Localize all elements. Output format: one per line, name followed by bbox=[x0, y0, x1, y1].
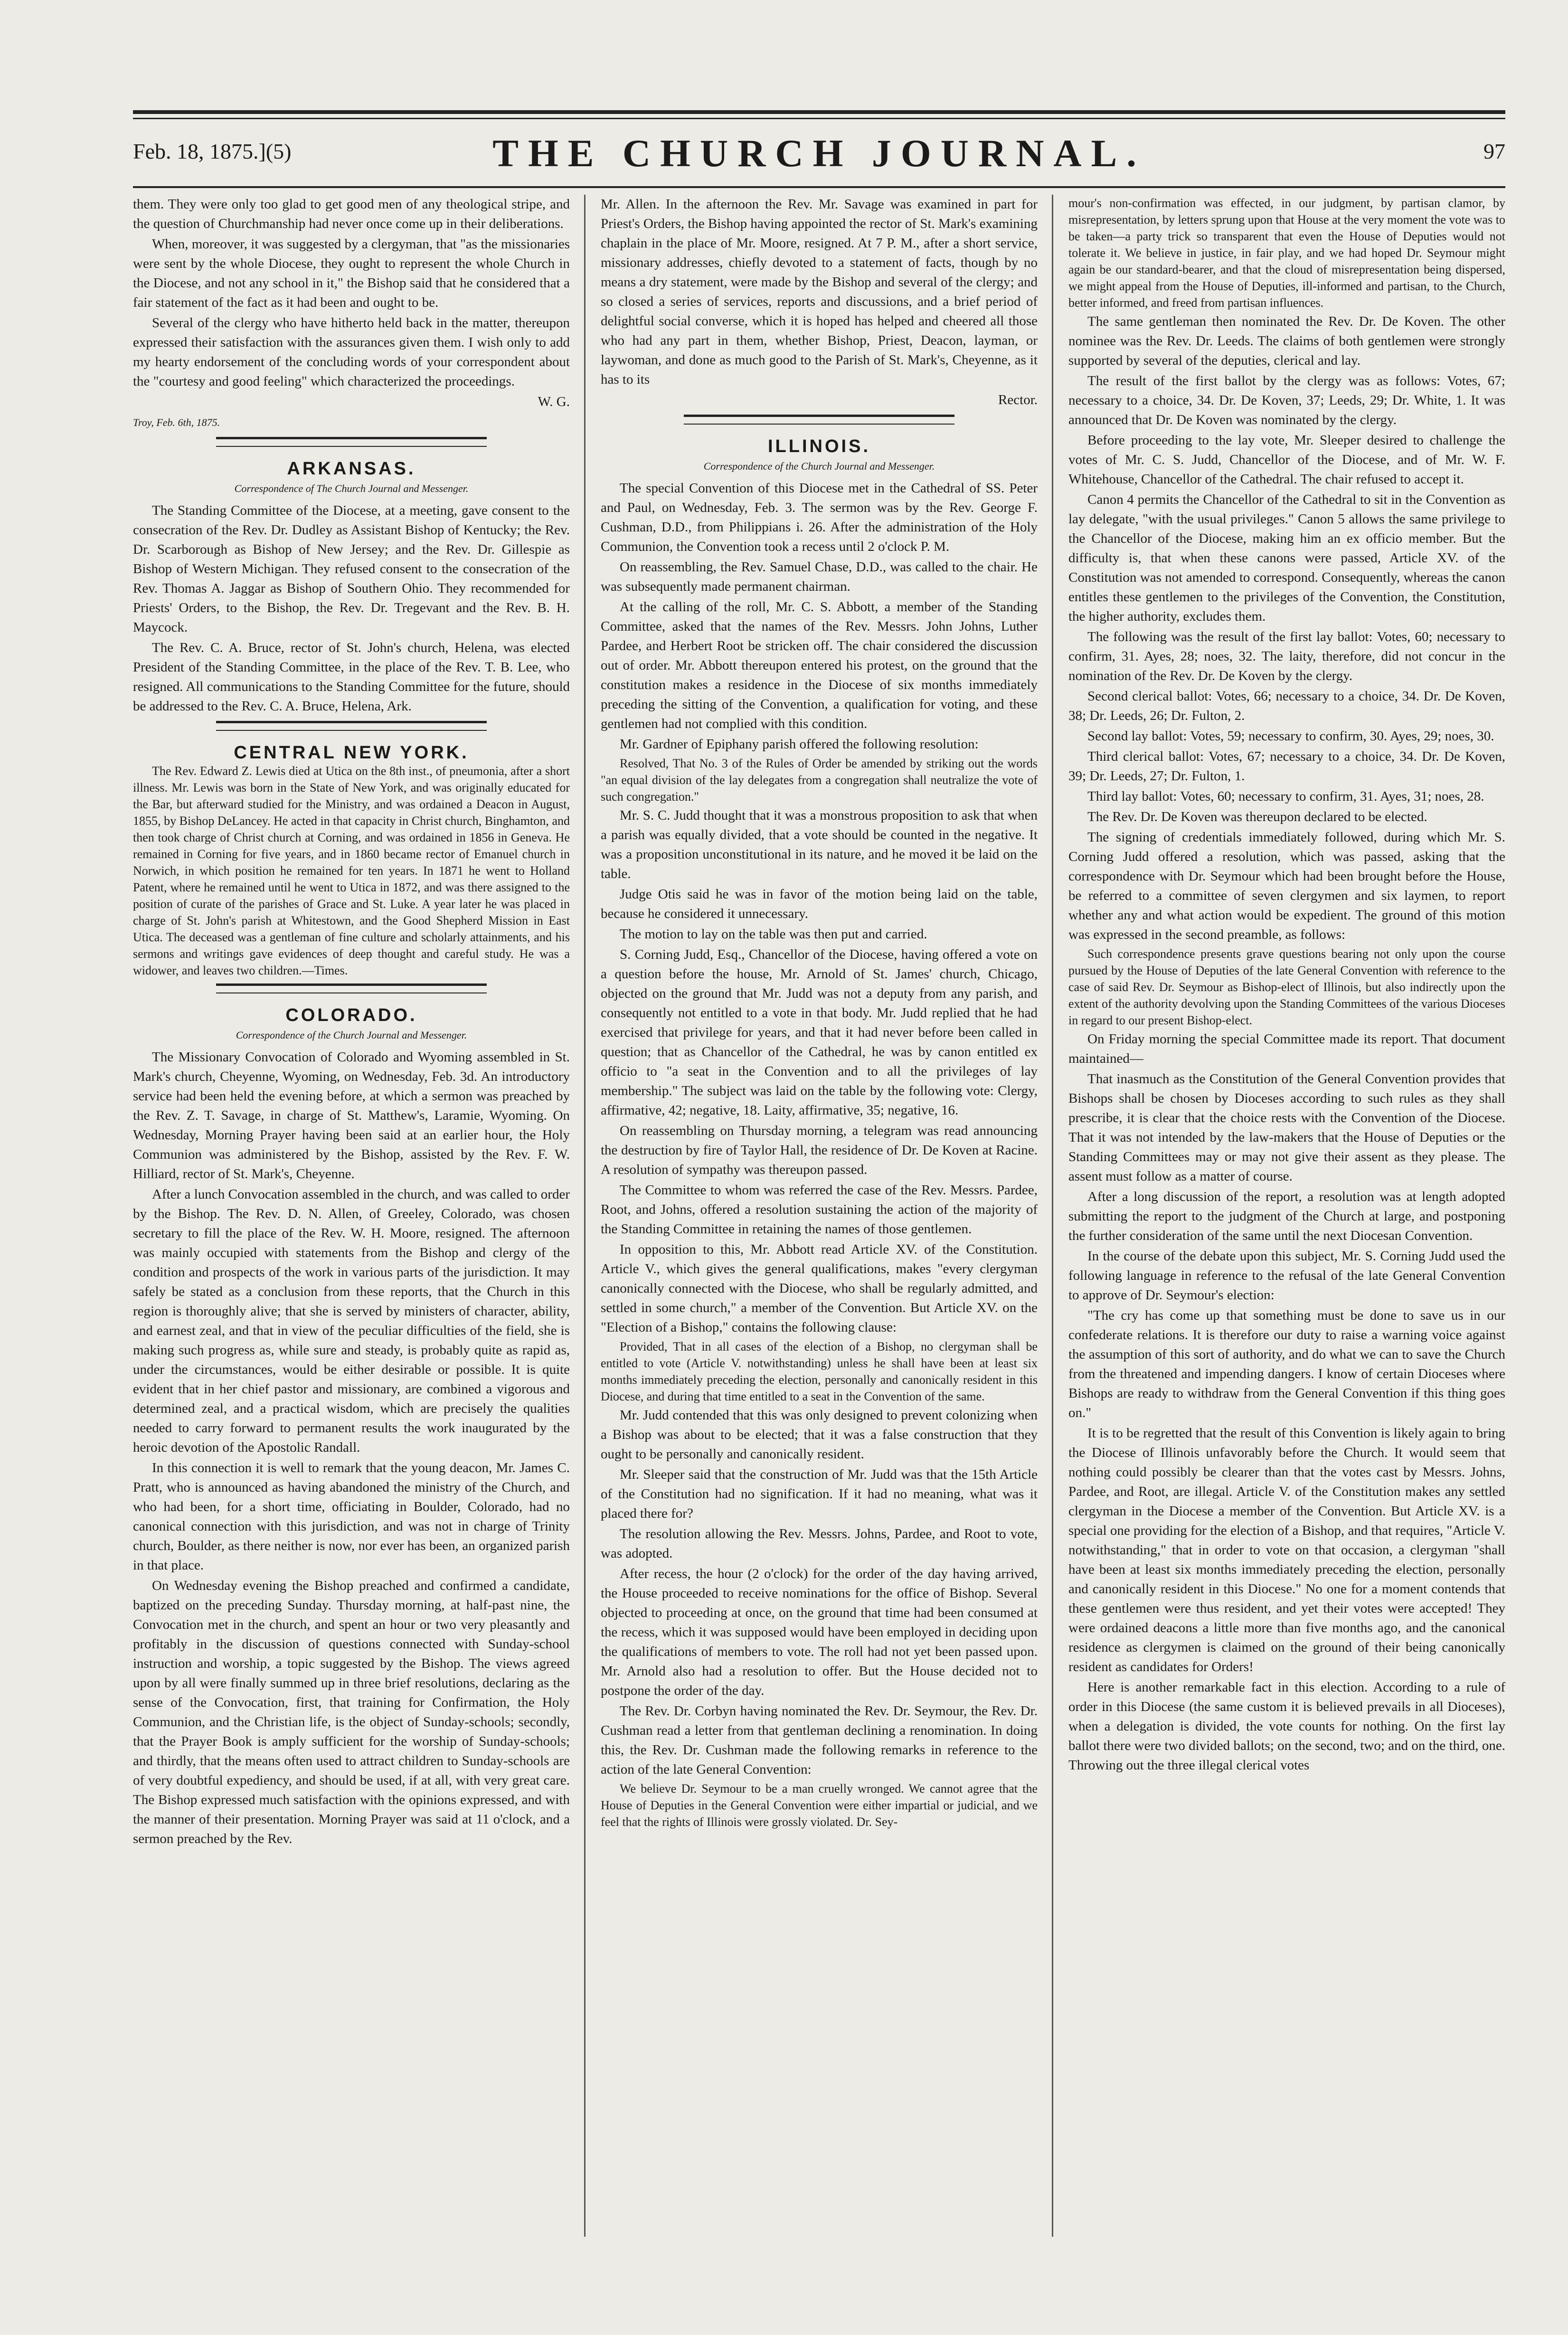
masthead-bottom-rule bbox=[133, 186, 1505, 188]
correspondence-credit: Correspondence of The Church Journal and Messenger. bbox=[234, 482, 469, 494]
paragraph: In opposition to this, Mr. Abbott read Article XV. of the Constitution. Article V., which gives the general qualifications, makes "every clergyman canonically connected with the Diocese, who shall be regularly admitted, and settled in some church," a member of the Convention. But Article XV. on the "Election of a Bishop," contains the following clause: bbox=[601, 1242, 1038, 1335]
paragraph: On reassembling on Thursday morning, a telegram was read announcing the destruction by fire of Taylor Hall, the residence of Dr. De Koven at Racine. A resolution of sympathy was thereupon passed. bbox=[601, 1123, 1038, 1177]
quoted-clause: Provided, That in all cases of the election of a Bishop, no clergyman shall be entitled to vote (Article V. notwithstanding) unless he shall have been at least six months immediately preceding the election, personally and canonically resident in this Diocese, and during that time entitled to a seat in the Convention of the same. bbox=[601, 1340, 1038, 1403]
paragraph: That inasmuch as the Constitution of the General Convention provides that Bishops shall be chosen by Dioceses according to such rules as they shall prescribe, it is clear that the choice rests with the Convention of the Diocese. That it was not intended by the law-makers that the House of Deputies or the Standing Committees may or may not give their assent as they please. The assent must follow as a matter of course. bbox=[1068, 1071, 1505, 1184]
paragraph: On Wednesday evening the Bishop preached and confirmed a candidate, baptized on the preceding Sunday. Thursday morning, at half-past nine, the Convocation met in the church, and spent an hour or two very pleasantly and profitably in the discussion of questions connected with Sunday-school instruction and worship, a topic suggested by the Bishop. The views agreed upon by all were finally summed up in three brief resolutions, declaring as the sense of the Convocation, first, that training for Confirmation, the Holy Communion, and the Christian life, is the object of Sunday-schools; secondly, that the Prayer Book is amply sufficient for the worship of Sunday-schools; and thirdly, that the means often used to attract children to Sunday-schools are of very doubtful expediency, and should be used, if at all, with very great care. The Bishop expressed much satisfaction with the opinions expressed, and with the manner of their presentation. Morning Prayer was said at 11 o'clock, and a sermon preached by the Rev. bbox=[133, 1578, 570, 1846]
paragraph: The Missionary Convocation of Colorado and Wyoming assembled in St. Mark's church, Cheyenne, Wyoming, on Wednesday, Feb. 3d. An introductory service had been held the evening before, at which a sermon was preached by the Rev. Z. T. Savage, in charge of St. Matthew's, Laramie, Wyoming. On Wednesday, Morning Prayer having been said at an earlier hour, the Holy Communion was administered by the Bishop, assisted by the Rev. F. W. Hilliard, rector of St. Mark's, Cheyenne. bbox=[133, 1049, 570, 1182]
paragraph: The Rev. Edward Z. Lewis died at Utica on the 8th inst., of pneumonia, after a short illness. Mr. Lewis was born in the State of New York, and was originally educated for the Bar, but afterward studied for the Ministry, and was ordained a Deacon in August, 1855, by Bishop DeLancey. He acted in that capacity in Christ church, Binghamton, and then took charge of Christ church at Corning, and was ordained in 1856 in Geneva. He remained in Corning for five years, and in 1860 became rector of Emanuel church in Norwich, in which position he remained for ten years. In 1871 he went to Holland Patent, where he remained until he went to Utica in 1872, and was there assigned to the position of curate of the parishes of Grace and St. Luke. A year later he was placed in charge of St. John's parish at Whitestown, and the Good Shepherd Mission in East Utica. The deceased was a gentleman of fine culture and scholarly attainments, and his sermons and writings gave evidences of deep thought and careful study. He was a widower, and leaves two children.—Times. bbox=[133, 764, 570, 977]
section-heading-colorado: COLORADO. bbox=[285, 1005, 417, 1025]
correspondence-credit: Correspondence of the Church Journal and Messenger. bbox=[703, 460, 935, 472]
correspondence-credit: Correspondence of the Church Journal and Messenger. bbox=[236, 1029, 467, 1041]
paragraph: The result of the first ballot by the clergy was as follows: Votes, 67; necessary to a choice, 34. Dr. De Koven, 37; Leeds, 29; Dr. White, 1. It was announced that Dr. De Koven was nominated by the clergy. bbox=[1068, 373, 1505, 427]
paragraph: Third clerical ballot: Votes, 67; necessary to a choice, 34. Dr. De Koven, 39; Dr. Leeds, 27; Dr. Fulton, 1. bbox=[1068, 749, 1505, 784]
paragraph: The Committee to whom was referred the case of the Rev. Messrs. Pardee, Root, and Johns, offered a resolution sustaining the action of the majority of the Standing Committee in retaining the names of those gentlemen. bbox=[601, 1182, 1038, 1237]
paragraph: S. Corning Judd, Esq., Chancellor of the Diocese, having offered a vote on a question before the house, Mr. Arnold of St. James' church, Chicago, objected on the ground that Mr. Judd was not a deputy from any parish, and consequently not entitled to a vote in that body. Mr. Judd replied that he had exercised that privilege for years, and that it had never before been called in question; that as Chancellor of the Cathedral, he was by canon entitled ex officio to "a seat in the Convention and to all the privileges of lay membership." The subject was laid on the table by the following vote: Clergy, affirmative, 42; negative, 18. Laity, affirmative, 35; negative, 16. bbox=[601, 947, 1038, 1118]
page-number: 97 bbox=[1483, 139, 1505, 163]
paragraph: Here is another remarkable fact in this election. According to a rule of order in this Diocese (the same custom it is believed prevails in all Dioceses), when a delegation is divided, the vote counts for nothing. On the first lay ballot there were two divided ballots; on the second, two; and on the third, one. Throwing out the three illegal clerical votes bbox=[1068, 1680, 1505, 1773]
paragraph: The Rev. Dr. Corbyn having nominated the Rev. Dr. Seymour, the Rev. Dr. Cushman read a letter from that gentleman declining a renomination. In doing this, the Rev. Dr. Cushman made the following remarks in reference to the action of the late General Convention: bbox=[601, 1703, 1038, 1777]
quoted-preamble: Such correspondence presents grave questions bearing not only upon the course pursued by the House of Deputies of the late General Convention with reference to the case of said Rev. Dr. Seymour as Bishop-elect of Illinois, but also indirectly upon the extent of the authority devolving upon the Standing Committees of the various Dioceses in regard to our present Bishop-elect. bbox=[1068, 947, 1505, 1027]
column-1 bbox=[133, 195, 570, 2237]
paragraph: Mr. S. C. Judd thought that it was a monstrous proposition to ask that when a parish was equally divided, that a vote should be counted in the negative. It was a proposition unconstitutional in its nature, and he moved it be laid on the table. bbox=[601, 808, 1038, 881]
paragraph: It is to be regretted that the result of this Convention is likely again to bring the Diocese of Illinois unfavorably before the Church. It would seem that nothing could possibly be clearer than that the votes cast by Messrs. Johns, Pardee, and Root, are illegal. Article V. of the Constitution makes any settled clergyman in the Diocese a member of the Convention. But Article XV. is a special one providing for the election of a Bishop, and that requires, "Article V. notwithstanding," that in order to vote on that occasion, a clergyman "shall have been at least six months immediately preceding the election, personally and canonically resident in this Diocese." No one for a moment contends that these gentlemen were thus resident, and yet their votes were accepted! They were ordained deacons a little more than five months ago, and the canonical residence as clergymen is claimed on the ground of their being canonically resident as candidates for Orders! bbox=[1068, 1426, 1505, 1674]
column-3 bbox=[1068, 195, 1505, 2237]
dateline: Troy, Feb. 6th, 1875. bbox=[133, 416, 220, 428]
paragraph: Several of the clergy who have hitherto held back in the matter, thereupon expressed their satisfaction with the assurances given them. I wish only to add my hearty endorsement of the concluding words of your correspondent about the "courtesy and good feeling" which characterized the proceedings. bbox=[133, 315, 570, 389]
paragraph: The signing of credentials immediately followed, during which Mr. S. Corning Judd offered a resolution, which was passed, asking that the correspondence with Dr. Seymour which had been brought before the House, be referred to a committee of seven clergymen and six laymen, to report whether any and what action would be expedient. The ground of this motion was expressed in the second preamble, as follows: bbox=[1068, 830, 1505, 942]
paragraph: When, moreover, it was suggested by a clergyman, that "as the missionaries were sent by the whole Diocese, they ought to represent the whole Church in the Diocese, and not any school in it," the Bishop said that he considered that a fair statement of the fact as it had been and ought to be. bbox=[133, 236, 570, 310]
paragraph: In this connection it is well to remark that the young deacon, Mr. James C. Pratt, who is announced as having abandoned the ministry of the Church, and who had been, for a short time, officiating in Boulder, Colorado, had no canonical connection with this jurisdiction, and was not in charge of Trinity church, Boulder, as there neither is now, nor ever has been, an organized parish in that place. bbox=[133, 1460, 570, 1573]
paragraph: Mr. Sleeper said that the construction of Mr. Judd was that the 15th Article of the Constitution had no signification. If it had no meaning, what was it placed there for? bbox=[601, 1467, 1038, 1521]
section-heading-central-new-york: CENTRAL NEW YORK. bbox=[234, 743, 469, 763]
paragraph: The same gentleman then nominated the Rev. Dr. De Koven. The other nominee was the Rev. Dr. Leeds. The claims of both gentlemen were strongly supported by several of the deputies, clerical and lay. bbox=[1068, 314, 1505, 368]
paragraph: Second lay ballot: Votes, 59; necessary to confirm, 30. Ayes, 29; noes, 30. bbox=[1087, 728, 1494, 744]
column-2 bbox=[601, 195, 1038, 2237]
masthead bbox=[133, 128, 1505, 180]
section-heading-arkansas: ARKANSAS. bbox=[287, 459, 416, 479]
signature: Rector. bbox=[998, 392, 1038, 407]
paragraph: After a lunch Convocation assembled in the church, and was called to order by the Bishop. The Rev. D. N. Allen, of Greeley, Colorado, was chosen secretary to fill the place of the Rev. W. H. Moore, resigned. The afternoon was mainly occupied with statements from the Bishop and clergy of the condition and prospects of the work in various parts of the jurisdiction. It may safely be stated as a conclusion from these reports, that the Church in this region is thoroughly alive; that she is served by ministers of character, ability, and earnest zeal, and that in view of the peculiar difficulties of the field, she is making such progress as, while sure and steady, is probably quite as rapid as, under the circumstances, would be either desirable or possible. It is quite evident that in her chief pastor and missionary, are combined a vigorous and determined zeal, and a practical wisdom, which are precisely the qualities needed to carry forward to permanent results the work inaugurated by the heroic devotion of the Apostolic Randall. bbox=[133, 1187, 570, 1455]
paragraph: Mr. Allen. In the afternoon the Rev. Mr. Savage was examined in part for Priest's Orders, the Bishop having appointed the rector of St. Mark's examining chaplain in the place of Mr. Moore, resigned. At 7 P. M., after a short service, missionary addresses, chiefly devoted to a statement of facts, though by no means a dry statement, were made by the Bishop and several of the clergy; and so closed a series of services, reports and discussions, and a brief period of delightful social converse, which it is hoped has helped and cheered all those who had any part in them, whether Bishop, Priest, Deacon, layman, or laywoman, and done as much good to the Parish of St. Mark's, Cheyenne, as it has to its bbox=[601, 197, 1038, 387]
quoted-remarks-continued: mour's non-confirmation was effected, in our judgment, by partisan clamor, by misrepresentation, by letters sprung upon that House at the very moment the vote was to be taken—a party trick so transparent that even the House of Deputies would not tolerate it. We believe in justice, in fair play, and we had hoped Dr. Seymour might again be our standard-bearer, and that the cloud of misrepresentation being dispersed, we might appeal from the House of Deputies, ill-informed and partisan, to the Church, better informed, and freed from partisan influences. bbox=[1068, 196, 1505, 310]
paragraph: "The cry has come up that something must be done to save us in our confederate relations. It is therefore our duty to raise a warning voice against the assumption of this sort of authority, and do what we can to save the Church from the threatened and impending dangers. I know of certain Dioceses where Bishops are ready to withdraw from the General Convention if this thing goes on." bbox=[1068, 1308, 1505, 1420]
paragraph: The Rev. Dr. De Koven was thereupon declared to be elected. bbox=[1087, 809, 1427, 824]
section-divider bbox=[216, 437, 487, 447]
paragraph: Mr. Judd contended that this was only designed to prevent colonizing when a Bishop was about to be elected; that it was a false construction that they ought to be personally and canonically resident. bbox=[601, 1408, 1038, 1462]
paragraph: The following was the result of the first lay ballot: Votes, 60; necessary to confirm, 31. Ayes, 28; noes, 32. The laity, therefore, did not concur in the nomination of the Rev. Dr. De Koven by the clergy. bbox=[1068, 629, 1505, 683]
paragraph: After a long discussion of the report, a resolution was at length adopted submitting the report to the judgment of the Church at large, and postponing the further consideration of the same until the next Diocesan Convention. bbox=[1068, 1189, 1505, 1243]
quoted-remarks: We believe Dr. Seymour to be a man cruelly wronged. We cannot agree that the House of Deputies in the General Convention were either impartial or judicial, and we feel that the rights of Illinois were grossly violated. Dr. Sey- bbox=[601, 1782, 1038, 1829]
paragraph: In the course of the debate upon this subject, Mr. S. Corning Judd used the following language in reference to the refusal of the late General Convention to approve of Dr. Seymour's election: bbox=[1068, 1248, 1505, 1303]
paragraph: The special Convention of this Diocese met in the Cathedral of SS. Peter and Paul, on Wednesday, Feb. 3. The sermon was by the Rev. George F. Cushman, D.D., from Philippians i. 26. After the administration of the Holy Communion, the Convention took a recess until 2 o'clock P. M. bbox=[601, 481, 1038, 554]
paragraph: On Friday morning the special Committee made its report. That document maintained— bbox=[1068, 1031, 1505, 1066]
paragraph: On reassembling, the Rev. Samuel Chase, D.D., was called to the chair. He was subsequently made permanent chairman. bbox=[601, 559, 1038, 594]
signature-initials: W. G. bbox=[538, 394, 570, 409]
paragraph: The resolution allowing the Rev. Messrs. Johns, Pardee, and Root to vote, was adopted. bbox=[601, 1526, 1038, 1561]
paragraph: Before proceeding to the lay vote, Mr. Sleeper desired to challenge the votes of Mr. C. S. Judd, Chancellor of the Diocese, and of Mr. W. F. Whitehouse, Chancellor of the Cathedral. The chair refused to accept it. bbox=[1068, 433, 1505, 487]
column-separator bbox=[1052, 195, 1053, 2237]
paragraph: Third lay ballot: Votes, 60; necessary to confirm, 31. Ayes, 31; noes, 28. bbox=[1087, 789, 1484, 804]
paragraph: The motion to lay on the table was then put and carried. bbox=[620, 926, 927, 942]
masthead-top-rule bbox=[133, 110, 1505, 114]
paragraph: The Standing Committee of the Diocese, at a meeting, gave consent to the consecration of the Rev. Dr. Dudley as Assistant Bishop of Kentucky; the Rev. Dr. Scarborough as Bishop of New Jersey; and the Rev. Dr. Gillespie as Bishop of Western Michigan. They refused consent to the consecration of the Rev. Thomas A. Jaggar as Bishop of Southern Ohio. They recommended for Priests' Orders, to the Bishop, the Rev. Dr. Tregevant and the Rev. B. H. Maycock. bbox=[133, 503, 570, 635]
section-divider bbox=[216, 983, 487, 993]
paragraph: The Rev. C. A. Bruce, rector of St. John's church, Helena, was elected President of the Standing Committee, in the place of the Rev. T. B. Lee, who resigned. All communications to the Standing Committee for the future, should be addressed to the Rev. C. A. Bruce, Helena, Ark. bbox=[133, 640, 570, 714]
paragraph: Canon 4 permits the Chancellor of the Cathedral to sit in the Convention as lay delegate, "with the usual privileges." Canon 5 allows the same privilege to the Chancellor of the Diocese, making him an ex officio member. But the difficulty is, that when these canons were passed, Article XV. of the Constitution was not amended to correspond. Consequently, whereas the canon entitles these gentlemen to the privileges of the Convention, the Constitution, the higher authority, excludes them. bbox=[1068, 492, 1505, 624]
masthead-top-rule-thin bbox=[133, 118, 1505, 119]
column-separator bbox=[584, 195, 586, 2237]
paragraph: Judge Otis said he was in favor of the motion being laid on the table, because he considered it unnecessary. bbox=[601, 887, 1038, 921]
paragraph: At the calling of the roll, Mr. C. S. Abbott, a member of the Standing Committee, asked that the names of the Rev. Messrs. John Johns, Luther Pardee, and Herbert Root be stricken off. The chair considered the discussion out of order. Mr. Abbott thereupon entered his protest, on the ground that the constitution makes a residence in the Diocese of six months immediately preceding the sitting of the Convention, a qualification for voting, and these gentlemen had not complied with this condition. bbox=[601, 599, 1038, 731]
quoted-resolution: Resolved, That No. 3 of the Rules of Order be amended by striking out the words "an equal division of the lay delegates from a congregation shall neutralize the vote of such congregation." bbox=[601, 756, 1038, 804]
section-divider bbox=[684, 415, 954, 425]
paragraph: After recess, the hour (2 o'clock) for the order of the day having arrived, the House proceeded to receive nominations for the office of Bishop. Several objected to proceeding at once, on the ground that time had been consumed at the recess, which it was supposed would have been employed in deciding upon the qualifications of members to vote. The roll had not yet been passed upon. Mr. Arnold also had a resolution to offer. But the House decided not to postpone the order of the day. bbox=[601, 1566, 1038, 1698]
paragraph: Second clerical ballot: Votes, 66; necessary to a choice, 34. Dr. De Koven, 38; Dr. Leeds, 26; Dr. Fulton, 2. bbox=[1068, 689, 1505, 723]
section-heading-illinois: ILLINOIS. bbox=[768, 436, 870, 456]
newspaper-title: THE CHURCH JOURNAL. bbox=[492, 132, 1146, 175]
paragraph: them. They were only too glad to get good men of any theological stripe, and the question of Churchmanship had never once come up in their deliberations. bbox=[133, 197, 570, 231]
paragraph: Mr. Gardner of Epiphany parish offered the following resolution: bbox=[620, 737, 979, 752]
section-divider bbox=[216, 721, 487, 731]
issue-date: Feb. 18, 1875.](5) bbox=[133, 139, 292, 163]
